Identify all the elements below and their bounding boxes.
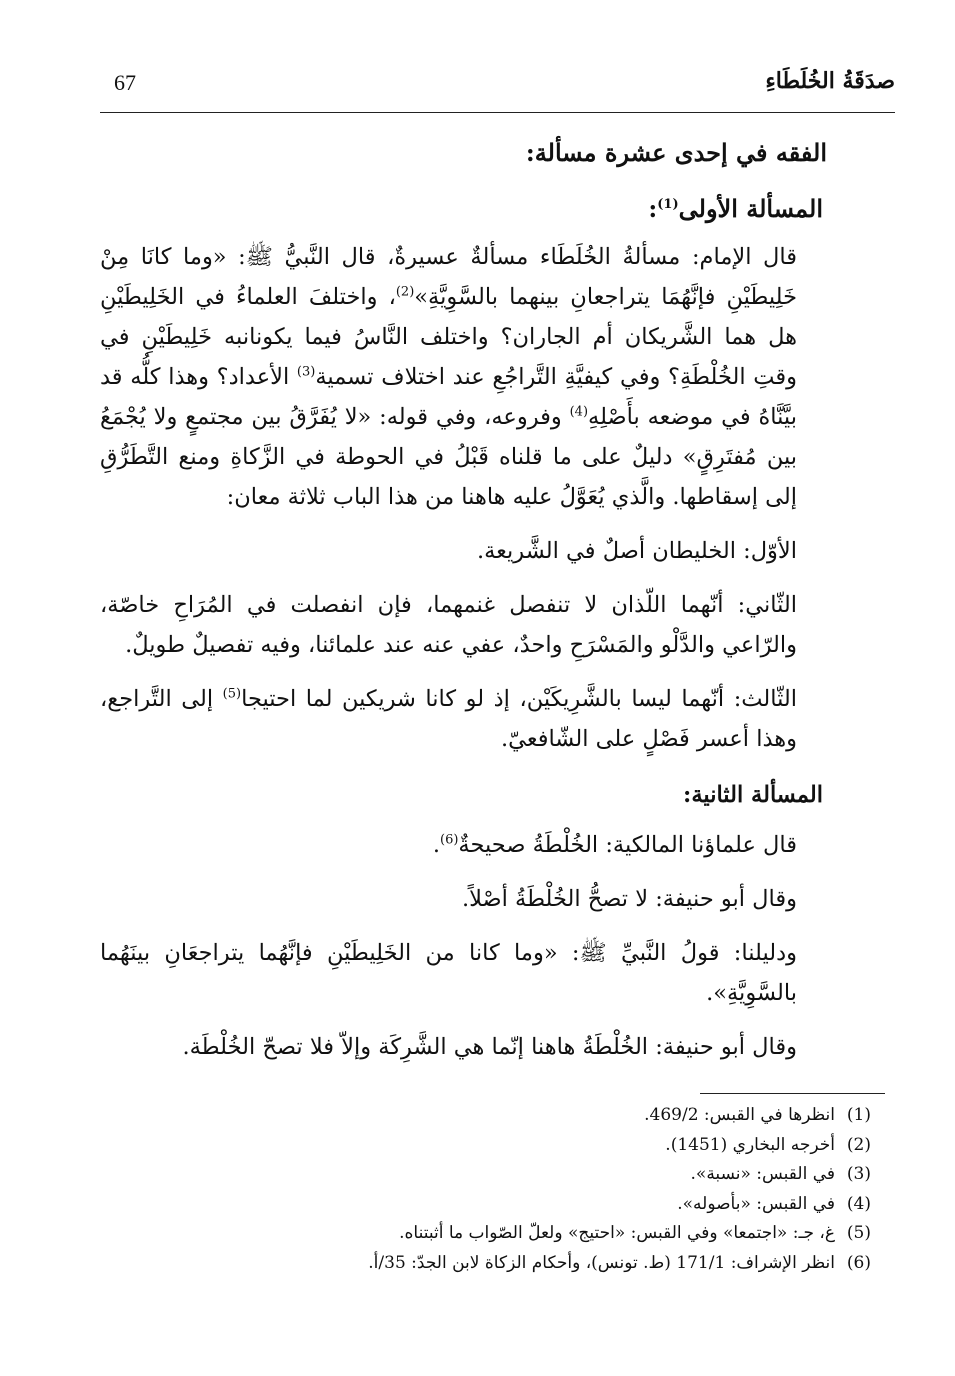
paragraph-first-meaning: الأوّل: الخليطان أصلٌ في الشَّريعة.	[476, 538, 797, 564]
footnote-text: في القبس: «نسبة».	[690, 1164, 835, 1184]
paragraph-text: إلى التَّراجع، وهذا أعسر فَصْلٍ على الشّافعيّ.	[100, 686, 797, 752]
footnote-number: (3)	[846, 1164, 871, 1184]
footnote	[100, 1131, 871, 1161]
footnote	[100, 1190, 871, 1220]
footnote-text: في القبس: «بأصوله».	[677, 1193, 835, 1214]
issue-one-heading	[100, 181, 823, 237]
paragraph-text: .	[432, 832, 440, 858]
paragraph-text: الأعداد؟ وهذا كلُّه قد بيَّنَّاهُ في موضعه بأَصْلِهِ	[100, 364, 797, 430]
paragraph-hanafi-argument: وقال أبو حنيفة: الخُلْطَةُ هاهنا إنّما هي الشَّرِكَة وإلاّ فلا تصحّ الخُلْطَة.	[182, 1034, 797, 1060]
paragraph-evidence: ودليلنا: قولُ النَّبيِّ ﷺ: «وما كانا من الخَلِيطَيْنِ فإنَّهُما يتراجعَانِ بينَهُما بالسَّوِيَّةِ».	[100, 940, 797, 1006]
footnote-number: (4)	[846, 1193, 871, 1214]
footnote-number: (5)	[846, 1223, 871, 1243]
footnote-number: (6)	[846, 1252, 871, 1273]
footnote-number: (1)	[846, 1105, 871, 1125]
paragraph-text: الثّالث: أنّهما ليسا بالشَّرِيكَيْن، إذ لو كانا شريكين لما احتيجا	[241, 686, 797, 712]
footnote	[100, 1101, 871, 1131]
footnote-ref: (6)	[439, 832, 459, 848]
footnote-number: (2)	[846, 1134, 871, 1155]
page-header	[100, 62, 895, 113]
footnote-text: غ، جـ: «اجتمعا» وفي القبس: «احتيج» ولعلّ الصّواب ما أثبتناه.	[399, 1223, 835, 1243]
footnote	[100, 1160, 871, 1190]
paragraph-maliki-view	[100, 825, 823, 865]
main-text	[100, 125, 827, 1081]
footnote-ref: (4)	[569, 404, 589, 420]
issue-one-title: المسألة الأولى	[678, 194, 823, 223]
footnote-divider	[700, 1093, 885, 1094]
footnote-text: انظر الإشراف: 171/1 (ط. تونس)، وأحكام الزكاة لابن الجدّ: 35/أ.	[368, 1252, 835, 1273]
footnote-ref: (2)	[395, 284, 415, 300]
footnote	[100, 1249, 871, 1279]
issue-two-heading: المسألة الثانية:	[683, 782, 823, 808]
page-number: 67	[114, 70, 136, 95]
footnote-text: انظرها في القبس: 469/2.	[644, 1105, 835, 1125]
footnote-ref: (1)	[657, 197, 679, 212]
paragraph-text: قال الإمام: مسألةُ الخُلَطَاء مسألةٌ عسيرةٌ، قال النَّبيُّ ﷺ: «وما كانَا مِنْ خَلِيطَيْنِ فإنَّهُمَا يتراجعانِ بينهما بالسَّوِيَّةِ»	[100, 244, 797, 310]
footnote-ref: (5)	[222, 686, 242, 702]
paragraph-text: قال علماؤنا المالكية: الخُلْطَةُ صحيحةٌ	[458, 832, 797, 858]
paragraph-intro	[100, 237, 823, 517]
running-title: صدَقَةُ الخُلَطَاءِ	[765, 68, 895, 94]
paragraph-text: وفروعه، وفي قوله: «لا يُفَرَّقُ بين مجتمعٍ ولا يُجْمَعُ بين مُفتَرِقٍ» دليلٌ على ما قلناه قَبْلُ في الحوطة في الزَّكاةِ ومنع التَّطَرُّقِ إلى إسقاطها. والَّذي يُعَوَّلُ عليه هاهنا من هذا الباب ثلاثة معان:	[100, 404, 797, 510]
footnote	[100, 1219, 871, 1249]
paragraph-text: ، واختلفَ العلماءُ في الخَلِيطَيْنِ هل هما الشَّريكان أم الجاران؟ واختلف النَّاسُ فيما يكونانبه خَلِيطَيْنِ في وقتِ الخُلْطَةِ؟ وفي كيفيَّةِ التَّراجُعِ عند اختلاف تسمية	[100, 284, 797, 390]
issue-one-colon: :	[648, 194, 658, 223]
footnote-text: أخرجه البخاري (1451).	[665, 1134, 835, 1155]
paragraph-third-meaning	[100, 679, 823, 759]
footnote-ref: (3)	[296, 364, 316, 380]
paragraph-second-meaning: الثّاني: أنّهما اللّذان لا تنفصل غنمهما، فإن انفصلت في المُرَاحِ خاصّة، والرّاعي والدَّلْو والمَسْرَحِ واحدٌ، عفي عنه عند علمائنا، وفيه تفصيلٌ طويلٌ.	[100, 592, 797, 658]
footnotes	[100, 1101, 871, 1278]
paragraph-hanafi-view: وقال أبو حنيفة: لا تصحُّ الخُلْطَةُ أصْلاً.	[461, 886, 797, 912]
section-heading: الفقه في إحدى عشرة مسألة:	[525, 138, 827, 167]
